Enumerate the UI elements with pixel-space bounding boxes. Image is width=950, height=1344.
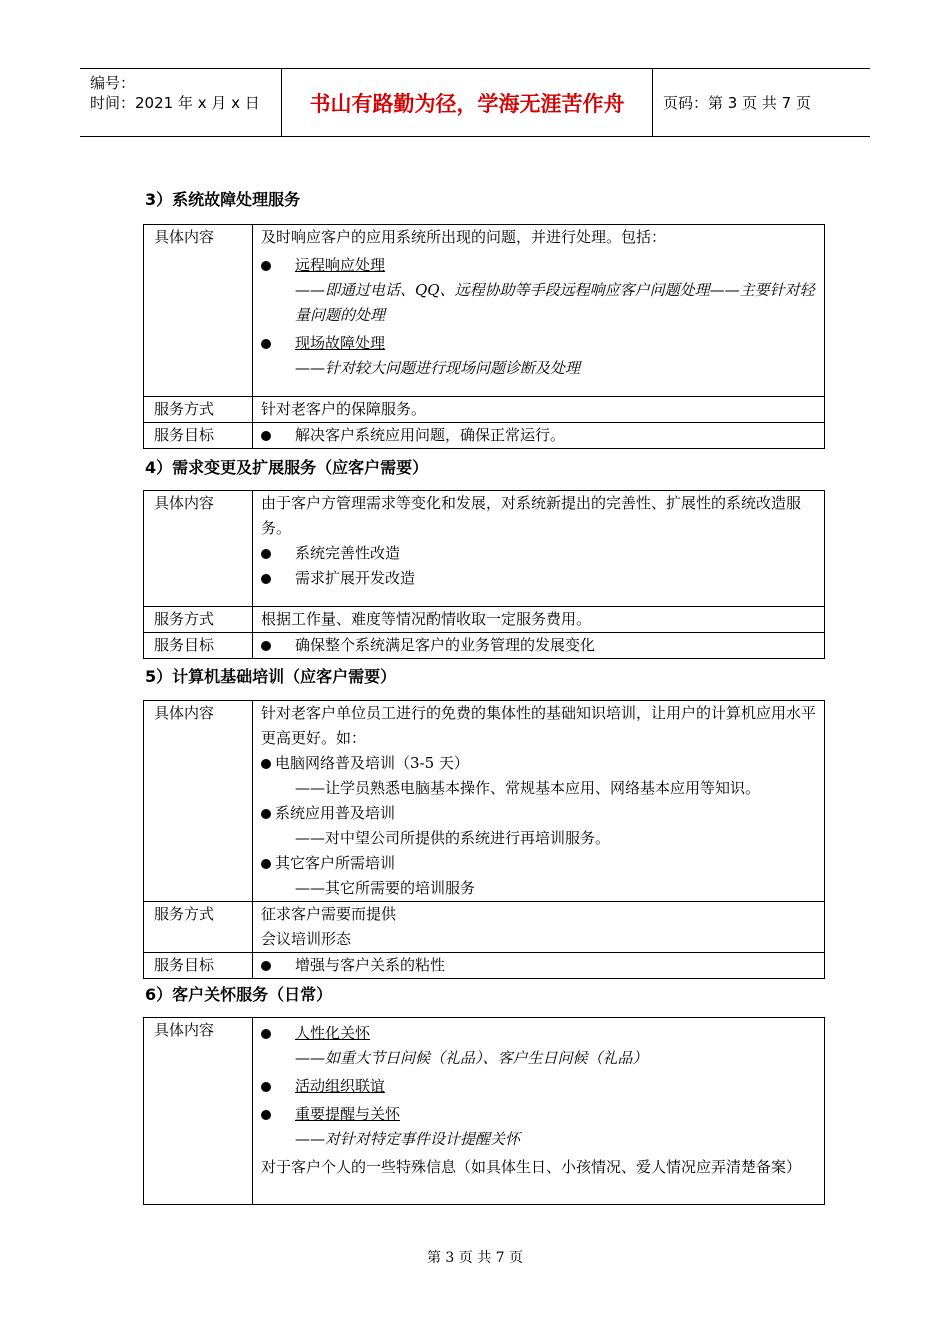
method-cell: 针对老客户的保障服务。 [253, 397, 825, 423]
content-note: 对于客户个人的一些特殊信息（如具体生日、小孩情况、爱人情况应弄清楚备案） [261, 1158, 802, 1176]
item-title: 其它客户所需培训 [275, 854, 396, 872]
item-title: 人性化关怀 [295, 1024, 371, 1042]
section-3-title: 3）系统故障处理服务 [145, 190, 301, 209]
list-item [261, 331, 816, 356]
list-item [261, 1074, 816, 1099]
content-label: 具体内容 [144, 1018, 253, 1205]
goal-label: 服务目标 [144, 423, 253, 449]
content-label: 具体内容 [144, 701, 253, 902]
method-text: 征求客户需要而提供 [261, 905, 397, 923]
content-intro: 针对老客户单位员工进行的免费的集体性的基础知识培训，让用户的计算机应用水平更高更好。如： [261, 704, 817, 747]
content-cell [253, 1018, 825, 1205]
header-info-cell [80, 69, 282, 136]
list-item [261, 253, 816, 278]
header-motto: 书山有路勤为径，学海无涯苦作舟 [282, 69, 653, 136]
item-description: ——让学员熟悉电脑基本操作、常规基本应用、网络基本应用等知识。 [295, 779, 761, 797]
content-cell [253, 701, 825, 902]
section-6-table [143, 1017, 825, 1205]
table-row [144, 633, 825, 659]
item-title: 活动组织联谊 [295, 1077, 386, 1095]
table-row [144, 491, 825, 607]
page-header [80, 68, 870, 137]
item-description: ——针对较大问题进行现场问题诊断及处理 [295, 359, 581, 377]
bullet-icon [261, 339, 271, 349]
item-description: ——对中望公司所提供的系统进行再培训服务。 [295, 829, 611, 847]
section-3-table [143, 224, 825, 449]
item-title: 重要提醒与关怀 [295, 1105, 401, 1123]
list-item [261, 566, 816, 591]
content-label: 具体内容 [144, 225, 253, 397]
bullet-icon [261, 859, 271, 869]
goal-cell [253, 633, 825, 659]
content-cell [253, 491, 825, 607]
item-title: 远程响应处理 [295, 256, 386, 274]
bullet-icon [261, 809, 271, 819]
list-item [261, 541, 816, 566]
bullet-icon [261, 1110, 271, 1120]
goal-label: 服务目标 [144, 633, 253, 659]
table-row [144, 225, 825, 397]
list-item [261, 851, 816, 876]
table-row [144, 902, 825, 953]
section-4-table [143, 490, 825, 659]
table-row [144, 953, 825, 979]
method-cell: 根据工作量、难度等情况酌情收取一定服务费用。 [253, 607, 825, 633]
section-5-title: 5）计算机基础培训（应客户需要） [145, 667, 397, 686]
bullet-icon [261, 641, 271, 651]
content-intro: 由于客户方管理需求等变化和发展，对系统新提出的完善性、扩展性的系统改造服务。 [261, 494, 802, 537]
content-cell [253, 225, 825, 397]
goal-text: 确保整个系统满足客户的业务管理的发展变化 [295, 636, 596, 654]
item-title: 系统完善性改造 [295, 544, 401, 562]
bullet-icon [261, 574, 271, 584]
method-label: 服务方式 [144, 607, 253, 633]
doc-number-label: 编号： [90, 74, 136, 92]
table-row [144, 701, 825, 902]
content-intro: 及时响应客户的应用系统所出现的问题，并进行处理。包括： [261, 228, 667, 246]
list-item [261, 751, 816, 776]
goal-cell [253, 423, 825, 449]
table-row [144, 423, 825, 449]
header-page-label: 页码：第 3 页 共 7 页 [663, 94, 811, 112]
list-item [261, 1102, 816, 1127]
section-5-table [143, 700, 825, 979]
section-6-title: 6）客户关怀服务（日常） [145, 985, 333, 1004]
method-cell [253, 902, 825, 953]
item-description: ——即通过电话、QQ、远程协助等手段远程响应客户问题处理——主要针对轻量问题的处理 [295, 281, 815, 324]
table-row [144, 1018, 825, 1205]
bullet-icon [261, 261, 271, 271]
bullet-icon [261, 961, 271, 971]
list-item [261, 801, 816, 826]
item-description: ——如重大节日问候（礼品）、客户生日问候（礼品） [295, 1049, 648, 1067]
table-row [144, 397, 825, 423]
item-title: 现场故障处理 [295, 334, 386, 352]
bullet-icon [261, 549, 271, 559]
goal-label: 服务目标 [144, 953, 253, 979]
item-description: ——对针对特定事件设计提醒关怀 [295, 1130, 521, 1148]
content-label: 具体内容 [144, 491, 253, 607]
method-label: 服务方式 [144, 902, 253, 953]
goal-text: 增强与客户关系的粘性 [295, 956, 446, 974]
table-row [144, 607, 825, 633]
goal-cell [253, 953, 825, 979]
bullet-icon [261, 1029, 271, 1039]
bullet-icon [261, 759, 271, 769]
item-title: 电脑网络普及培训（3-5 天） [275, 754, 469, 772]
method-label: 服务方式 [144, 397, 253, 423]
doc-date-label: 时间：2021 年 x 月 x 日 [90, 94, 260, 112]
method-text: 会议培训形态 [261, 930, 352, 948]
bullet-icon [261, 1082, 271, 1092]
item-title: 需求扩展开发改造 [295, 569, 416, 587]
section-4-title: 4）需求变更及扩展服务（应客户需要） [145, 458, 429, 477]
goal-text: 解决客户系统应用问题，确保正常运行。 [295, 426, 566, 444]
item-title: 系统应用普及培训 [275, 804, 396, 822]
bullet-icon [261, 431, 271, 441]
list-item [261, 1021, 816, 1046]
item-description: ——其它所需要的培训服务 [295, 879, 476, 897]
page-footer: 第 3 页 共 7 页 [426, 1250, 524, 1266]
